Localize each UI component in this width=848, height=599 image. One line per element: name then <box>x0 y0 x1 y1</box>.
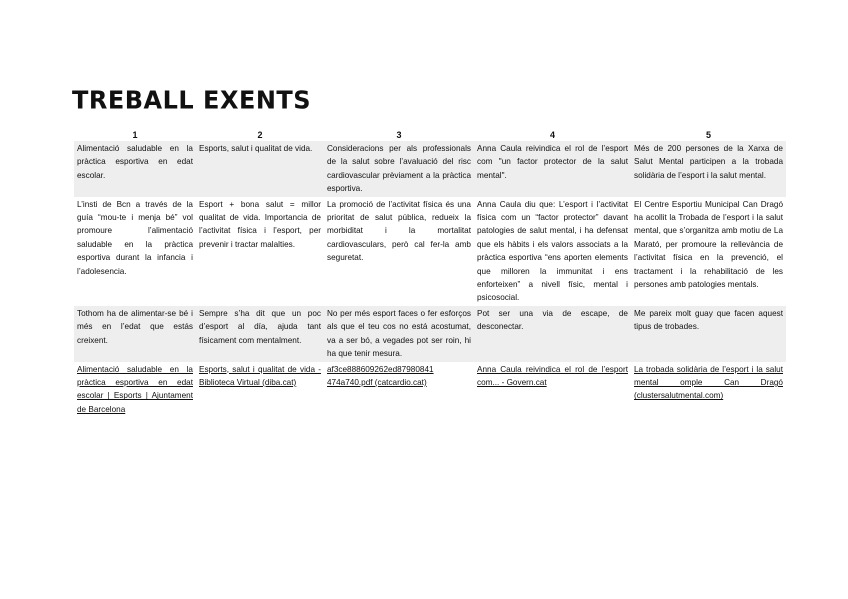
source-link[interactable]: af3ce888609262ed87980841 474a740.pdf (catcardio.cat) <box>327 364 434 387</box>
source-link[interactable]: La trobada solidària de l’esport i la salut mental omple Can Dragó (clustersalutmental.com) <box>634 364 783 401</box>
table-cell: L’insti de Bcn a través de la guía “mou-te i menja bé” vol promoure l’alimentació saludable en la pràctica esportiva durant la infancia i l’adolesencia. <box>77 199 193 276</box>
table-cell: Tothom ha de alimentar-se bé i més en l’edat que estás creixent. <box>74 306 196 362</box>
source-link[interactable]: Alimentació saludable en la pràctica esportiva en edat escolar | Esports | Ajuntament de Barcelona <box>77 364 193 414</box>
column-header: 5 <box>705 130 711 140</box>
table-cell: Anna Caula reivindica el rol de l’esport com "un factor protector de la salut mental". <box>474 141 631 197</box>
table-cell: Consideracions per als professionals de la salut sobre l’avaluació del risc cardiovascular prèviament a la pràctica esportiva. <box>324 141 474 197</box>
source-link[interactable]: Esports, salut i qualitat de vida - Biblioteca Virtual (diba.cat) <box>199 364 321 387</box>
document-title: TREBALL EXENTS <box>72 85 312 115</box>
table-cell: Sempre s’ha dit que un poc d’esport al día, ajuda tant físicament com mentalment. <box>196 306 324 362</box>
source-link[interactable]: Anna Caula reivindica el rol de l’esport com... - Govern.cat <box>477 364 628 387</box>
column-header: 3 <box>396 130 402 140</box>
source-cell <box>324 362 474 418</box>
source-cell <box>474 362 631 418</box>
table-cell: No per més esport faces o fer esforços als que el teu cos no está acostumat, va a ser bó, a vegades pot ser roin, hi ha que tenir mesura. <box>324 306 474 362</box>
column-header: 1 <box>132 130 138 140</box>
table-cell: Alimentació saludable en la pràctica esportiva en edat escolar. <box>74 141 196 197</box>
column-header: 2 <box>257 130 263 140</box>
summary-row <box>74 197 786 306</box>
header-row <box>74 129 786 141</box>
headline-row <box>74 141 786 197</box>
table-cell: La promoció de l’activitat física és una prioritat de salut pública, redueix la morbiditat i la mortalitat cardiovasculars, però cal fer-la amb seguretat. <box>327 199 471 263</box>
column-header: 4 <box>549 130 555 140</box>
source-row <box>74 362 786 418</box>
source-cell <box>74 362 196 418</box>
news-table <box>74 129 786 417</box>
source-cell <box>196 362 324 418</box>
opinion-row <box>74 306 786 362</box>
table-cell: El Centre Esportiu Municipal Can Dragó ha acollit la Trobada de l’esport i la salut mental, que s’organitza amb motiu de La Marató, per promoure la rellevància de l’activitat física en la prevenció, el tractament i la rehabilitació de les persones amb patologies mentals. <box>634 199 783 290</box>
table-cell: Esports, salut i qualitat de vida. <box>196 141 324 197</box>
source-cell <box>631 362 786 418</box>
table-cell: Pot ser una via de escape, de desconectar. <box>474 306 631 362</box>
table-cell: Me pareix molt guay que facen aquest tipus de trobades. <box>631 306 786 362</box>
table-cell: Més de 200 persones de la Xarxa de Salut Mental participen a la trobada solidària de l’esport i la salut mental. <box>631 141 786 197</box>
table-cell: Anna Caula diu que: L’esport i l’activitat física com un “factor protector” davant patologies de salut mental, i ha defensat que els hàbits i els valors associats a la pràctica esportiva “ens aporten elements que milloren la immunitat i ens enforteixen” a nivell físic, mental i psicosocial. <box>477 199 628 303</box>
table-cell: Esport + bona salut = millor qualitat de vida. Importancia de l’activitat física i l’esport, per prevenir i tractar malalties. <box>199 199 321 249</box>
